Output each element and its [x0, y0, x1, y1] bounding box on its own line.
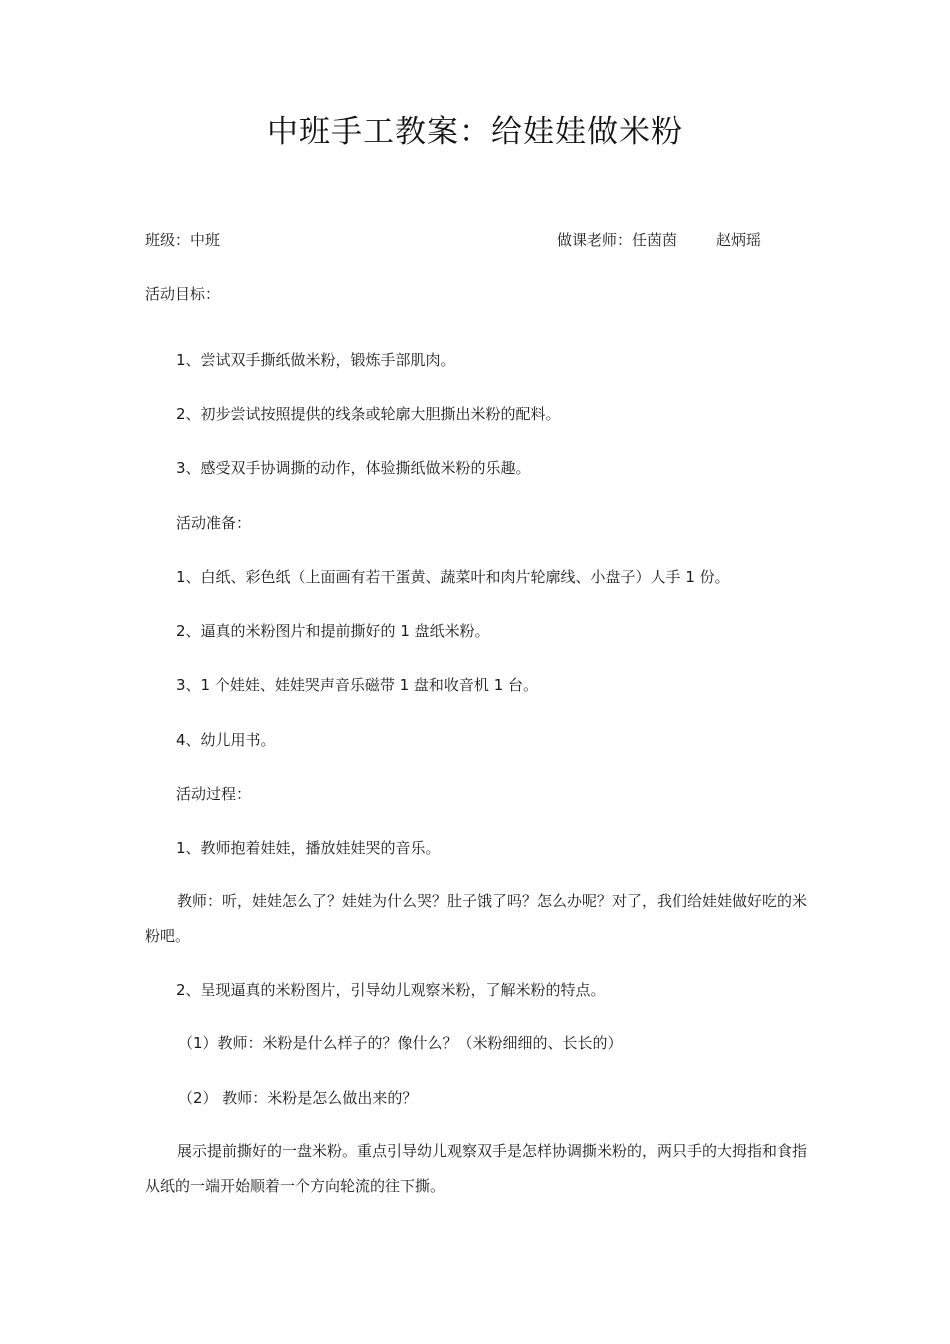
teacher-label: 做课老师：任茵茵: [557, 231, 678, 249]
goal-item: 3、感受双手协调撕的动作，体验撕纸做米粉的乐趣。: [176, 459, 531, 477]
teacher-dialogue: 教师：听，娃娃怎么了？娃娃为什么哭？肚子饿了吗？怎么办呢？对了，我们给娃娃做好吃的米粉吧。: [145, 892, 808, 945]
document-title: 中班手工教案：给娃娃做米粉: [267, 114, 683, 150]
goal-item: 2、初步尝试按照提供的线条或轮廓大胆撕出米粉的配料。: [176, 405, 561, 423]
demo-paragraph: 展示提前撕好的一盘米粉。重点引导幼儿观察双手是怎样协调撕米粉的，两只手的大拇指和食指从纸的一端开始顺着一个方向轮流的往下撕。: [145, 1142, 808, 1195]
prep-item: 4、幼儿用书。: [176, 731, 276, 749]
question-item: （2） 教师：米粉是怎么做出来的？: [178, 1089, 418, 1107]
process-step: 1、教师抱着娃娃，播放娃娃哭的音乐。: [176, 839, 441, 857]
question-item: （1）教师：米粉是什么样子的？像什么？（米粉细细的、长长的）: [178, 1034, 623, 1052]
prep-item: 1、白纸、彩色纸（上面画有若干蛋黄、蔬菜叶和肉片轮廓线、小盘子）人手 1 份。: [176, 568, 730, 586]
goal-item: 1、尝试双手撕纸做米粉，锻炼手部肌肉。: [176, 351, 456, 369]
goals-heading: 活动目标：: [145, 285, 221, 303]
prep-heading: 活动准备：: [176, 514, 252, 532]
prep-item: 3、1 个娃娃、娃娃哭声音乐磁带 1 盘和收音机 1 台。: [176, 676, 539, 694]
process-heading: 活动过程：: [176, 785, 252, 803]
prep-item: 2、逼真的米粉图片和提前撕好的 1 盘纸米粉。: [176, 622, 490, 640]
teacher-second-name: 赵炳瑶: [716, 231, 762, 249]
class-label: 班级：中班: [145, 231, 221, 249]
process-step: 2、呈现逼真的米粉图片，引导幼儿观察米粉，了解米粉的特点。: [176, 981, 606, 999]
